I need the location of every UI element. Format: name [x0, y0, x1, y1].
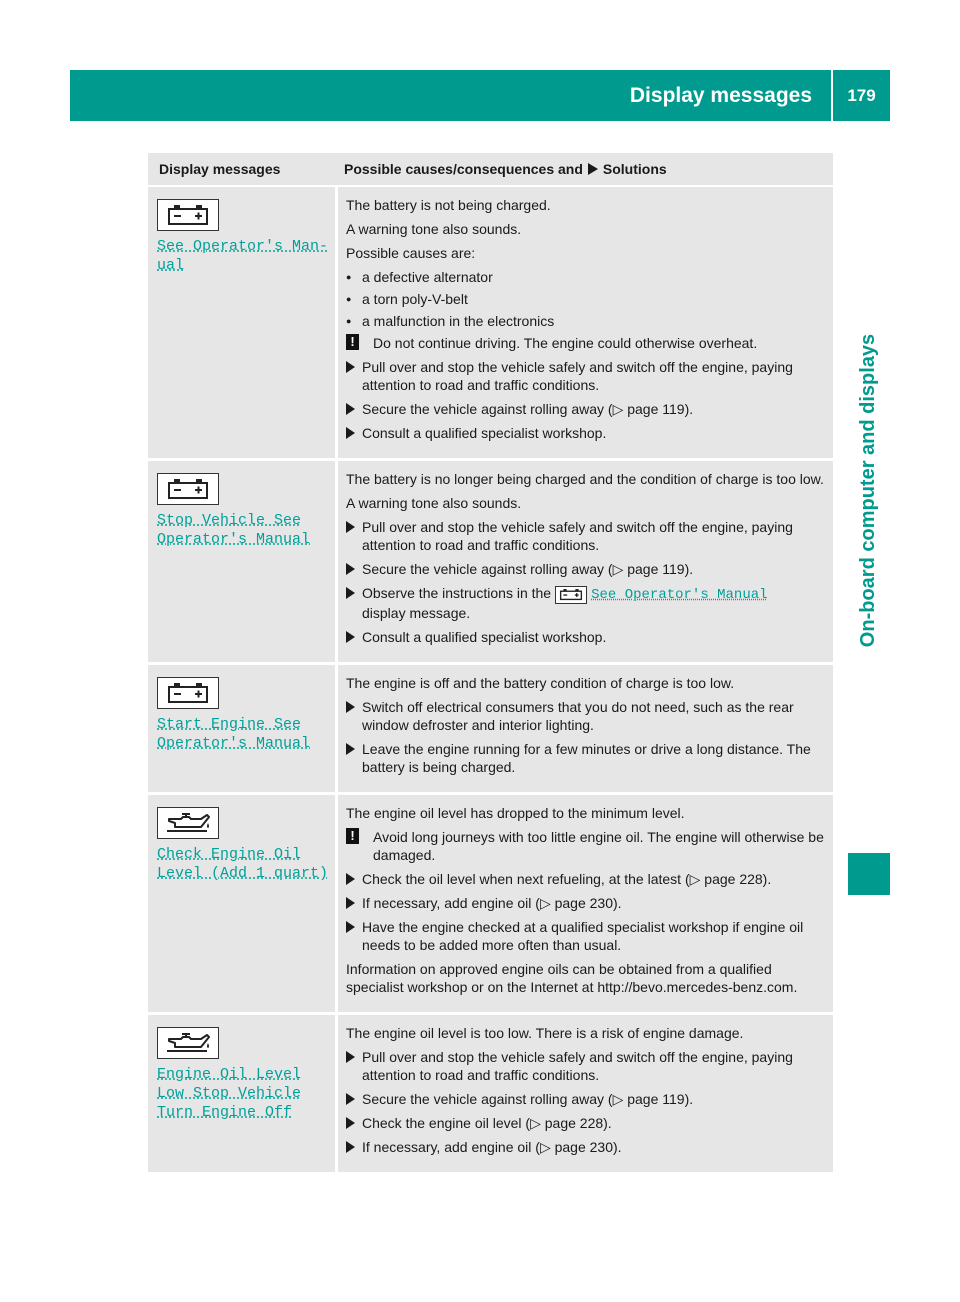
instruction-step [346, 918, 825, 954]
step-text: Secure the vehicle against rolling away (▷ page 119). [362, 401, 694, 417]
display-message-cell [148, 1015, 338, 1172]
step-arrow-icon [346, 563, 355, 575]
display-message-text [157, 237, 329, 275]
referenced-display-message[interactable]: See Operator's Manual [591, 587, 768, 603]
warning-note [346, 334, 825, 352]
battery-icon [157, 199, 219, 231]
step-arrow-icon [346, 701, 355, 713]
step-arrow-icon [346, 921, 355, 933]
side-marker [848, 853, 890, 895]
display-message-line: Turn Engine Off [157, 1104, 293, 1121]
step-arrow-icon [346, 631, 355, 643]
display-message-line: Engine Oil Level [157, 1066, 302, 1083]
display-message-line: ual [157, 257, 185, 274]
display-message-line: Operator's Manual [157, 735, 311, 752]
paragraph: The engine oil level is too low. There is a risk of engine damage. [346, 1025, 744, 1041]
step-text: Leave the engine running for a few minutes or drive a long distance. The battery is being charged. [362, 741, 811, 775]
paragraph: The battery is no longer being charged and the condition of charge is too low. [346, 471, 824, 487]
battery-icon [555, 586, 587, 604]
step-text: Switch off electrical consumers that you do not need, such as the rear window defroster and interior lighting. [362, 699, 794, 733]
display-message-line: Level (Add 1 quart) [157, 865, 329, 882]
causes-solutions-cell [338, 187, 833, 458]
instruction-step [346, 740, 825, 776]
step-arrow-icon [346, 403, 355, 415]
step-arrow-icon [346, 873, 355, 885]
display-message-cell [148, 665, 338, 792]
table-body [148, 187, 833, 1175]
step-text: Pull over and stop the vehicle safely and switch off the engine, paying attention to road and traffic conditions. [362, 359, 793, 393]
step-text: If necessary, add engine oil (▷ page 230). [362, 1139, 622, 1155]
step-text: Consult a qualified specialist workshop. [362, 425, 607, 441]
side-tab [848, 150, 890, 830]
causes-solutions-cell [338, 461, 833, 662]
step-text: Consult a qualified specialist workshop. [362, 629, 607, 645]
instruction-step [346, 1114, 825, 1132]
instruction-step [346, 698, 825, 734]
column-header-display-messages: Display messages [159, 161, 281, 177]
paragraph: A warning tone also sounds. [346, 495, 522, 511]
warning-note [346, 828, 825, 864]
instruction-step [346, 1090, 825, 1108]
step-arrow-icon [346, 361, 355, 373]
table-row [148, 461, 833, 665]
page-number: 179 [847, 85, 876, 105]
step-arrow-icon [346, 587, 355, 599]
display-message-text [157, 511, 326, 549]
step-arrow-icon [346, 1051, 355, 1063]
column-header-solutions-label: Solutions [602, 161, 667, 177]
oil-can-icon [157, 1027, 219, 1059]
instruction-step [346, 518, 825, 554]
step-arrow-icon [346, 1141, 355, 1153]
table-row [148, 187, 833, 461]
step-text: display message. [362, 605, 471, 621]
step-arrow-icon [346, 1117, 355, 1129]
instruction-step [346, 358, 825, 394]
step-text: Observe the instructions in the [362, 585, 552, 601]
instruction-step [346, 1138, 825, 1156]
instruction-step [346, 894, 825, 912]
table-row [148, 795, 833, 1015]
display-message-line: See Operator's Man‐ [157, 238, 329, 255]
step-arrow-icon [346, 1093, 355, 1105]
warning-text: Do not continue driving. The engine could otherwise overheat. [373, 335, 758, 351]
display-message-line: Operator's Manual [157, 531, 311, 548]
step-text: Pull over and stop the vehicle safely and switch off the engine, paying attention to road and traffic conditions. [362, 519, 793, 553]
table-header [148, 153, 833, 187]
paragraph: The engine oil level has dropped to the minimum level. [346, 805, 685, 821]
display-message-line: Low Stop Vehicle [157, 1085, 302, 1102]
paragraph: Information on approved engine oils can be obtained from a qualified specialist workshop or on the Internet at http://bevo.mercedes-benz.com. [346, 961, 798, 995]
instruction-step [346, 424, 825, 442]
display-message-text [157, 845, 329, 883]
instruction-step [346, 560, 825, 578]
instruction-step [346, 584, 825, 622]
bullet-item: ● a torn poly-V-belt [346, 290, 825, 308]
display-messages-table [148, 153, 833, 1175]
instruction-step [346, 400, 825, 418]
step-text: Have the engine checked at a qualified specialist workshop if engine oil needs to be added more often than usual. [362, 919, 804, 953]
warning-icon: ! [346, 828, 359, 844]
instruction-step [346, 628, 825, 646]
display-message-cell [148, 187, 338, 458]
paragraph: The engine is off and the battery condition of charge is too low. [346, 675, 735, 691]
paragraph: Possible causes are: [346, 245, 476, 261]
warning-text: Avoid long journeys with too little engine oil. The engine will otherwise be damaged. [373, 829, 824, 863]
display-message-line: Start Engine See [157, 716, 302, 733]
side-tab-label: On-board computer and displays [857, 333, 880, 647]
causes-solutions-cell [338, 795, 833, 1012]
step-arrow-icon [346, 743, 355, 755]
instruction-step [346, 1048, 825, 1084]
column-header-causes [338, 153, 833, 185]
step-text: Check the engine oil level (▷ page 228). [362, 1115, 612, 1131]
causes-solutions-cell [338, 665, 833, 792]
table-row [148, 1015, 833, 1175]
instruction-step [346, 870, 825, 888]
column-header-causes-label: Possible causes/consequences and [344, 161, 583, 177]
page-title: Display messages [629, 83, 812, 107]
battery-icon [157, 677, 219, 709]
step-text: If necessary, add engine oil (▷ page 230). [362, 895, 622, 911]
step-arrow-icon [346, 427, 355, 439]
display-message-text [157, 715, 326, 753]
display-message-cell [148, 795, 338, 1012]
bullet-item: ● a malfunction in the electronics [346, 312, 825, 330]
bullet-item: ● a defective alternator [346, 268, 825, 286]
warning-icon: ! [346, 334, 359, 350]
step-arrow-icon [346, 897, 355, 909]
step-arrow-icon [346, 521, 355, 533]
step-text: Check the oil level when next refueling, at the latest (▷ page 228). [362, 871, 772, 887]
display-message-cell [148, 461, 338, 662]
solution-arrow-icon [588, 163, 598, 175]
step-text: Pull over and stop the vehicle safely and switch off the engine, paying attention to road and traffic conditions. [362, 1049, 793, 1083]
battery-icon [157, 473, 219, 505]
table-row [148, 665, 833, 795]
causes-solutions-cell [338, 1015, 833, 1172]
oil-can-icon [157, 807, 219, 839]
display-message-line: Check Engine Oil [157, 846, 302, 863]
paragraph: The battery is not being charged. [346, 197, 551, 213]
step-text: Secure the vehicle against rolling away (▷ page 119). [362, 1091, 694, 1107]
display-message-text [157, 1065, 326, 1122]
display-message-line: Stop Vehicle See [157, 512, 302, 529]
paragraph: A warning tone also sounds. [346, 221, 522, 237]
step-text: Secure the vehicle against rolling away (▷ page 119). [362, 561, 694, 577]
